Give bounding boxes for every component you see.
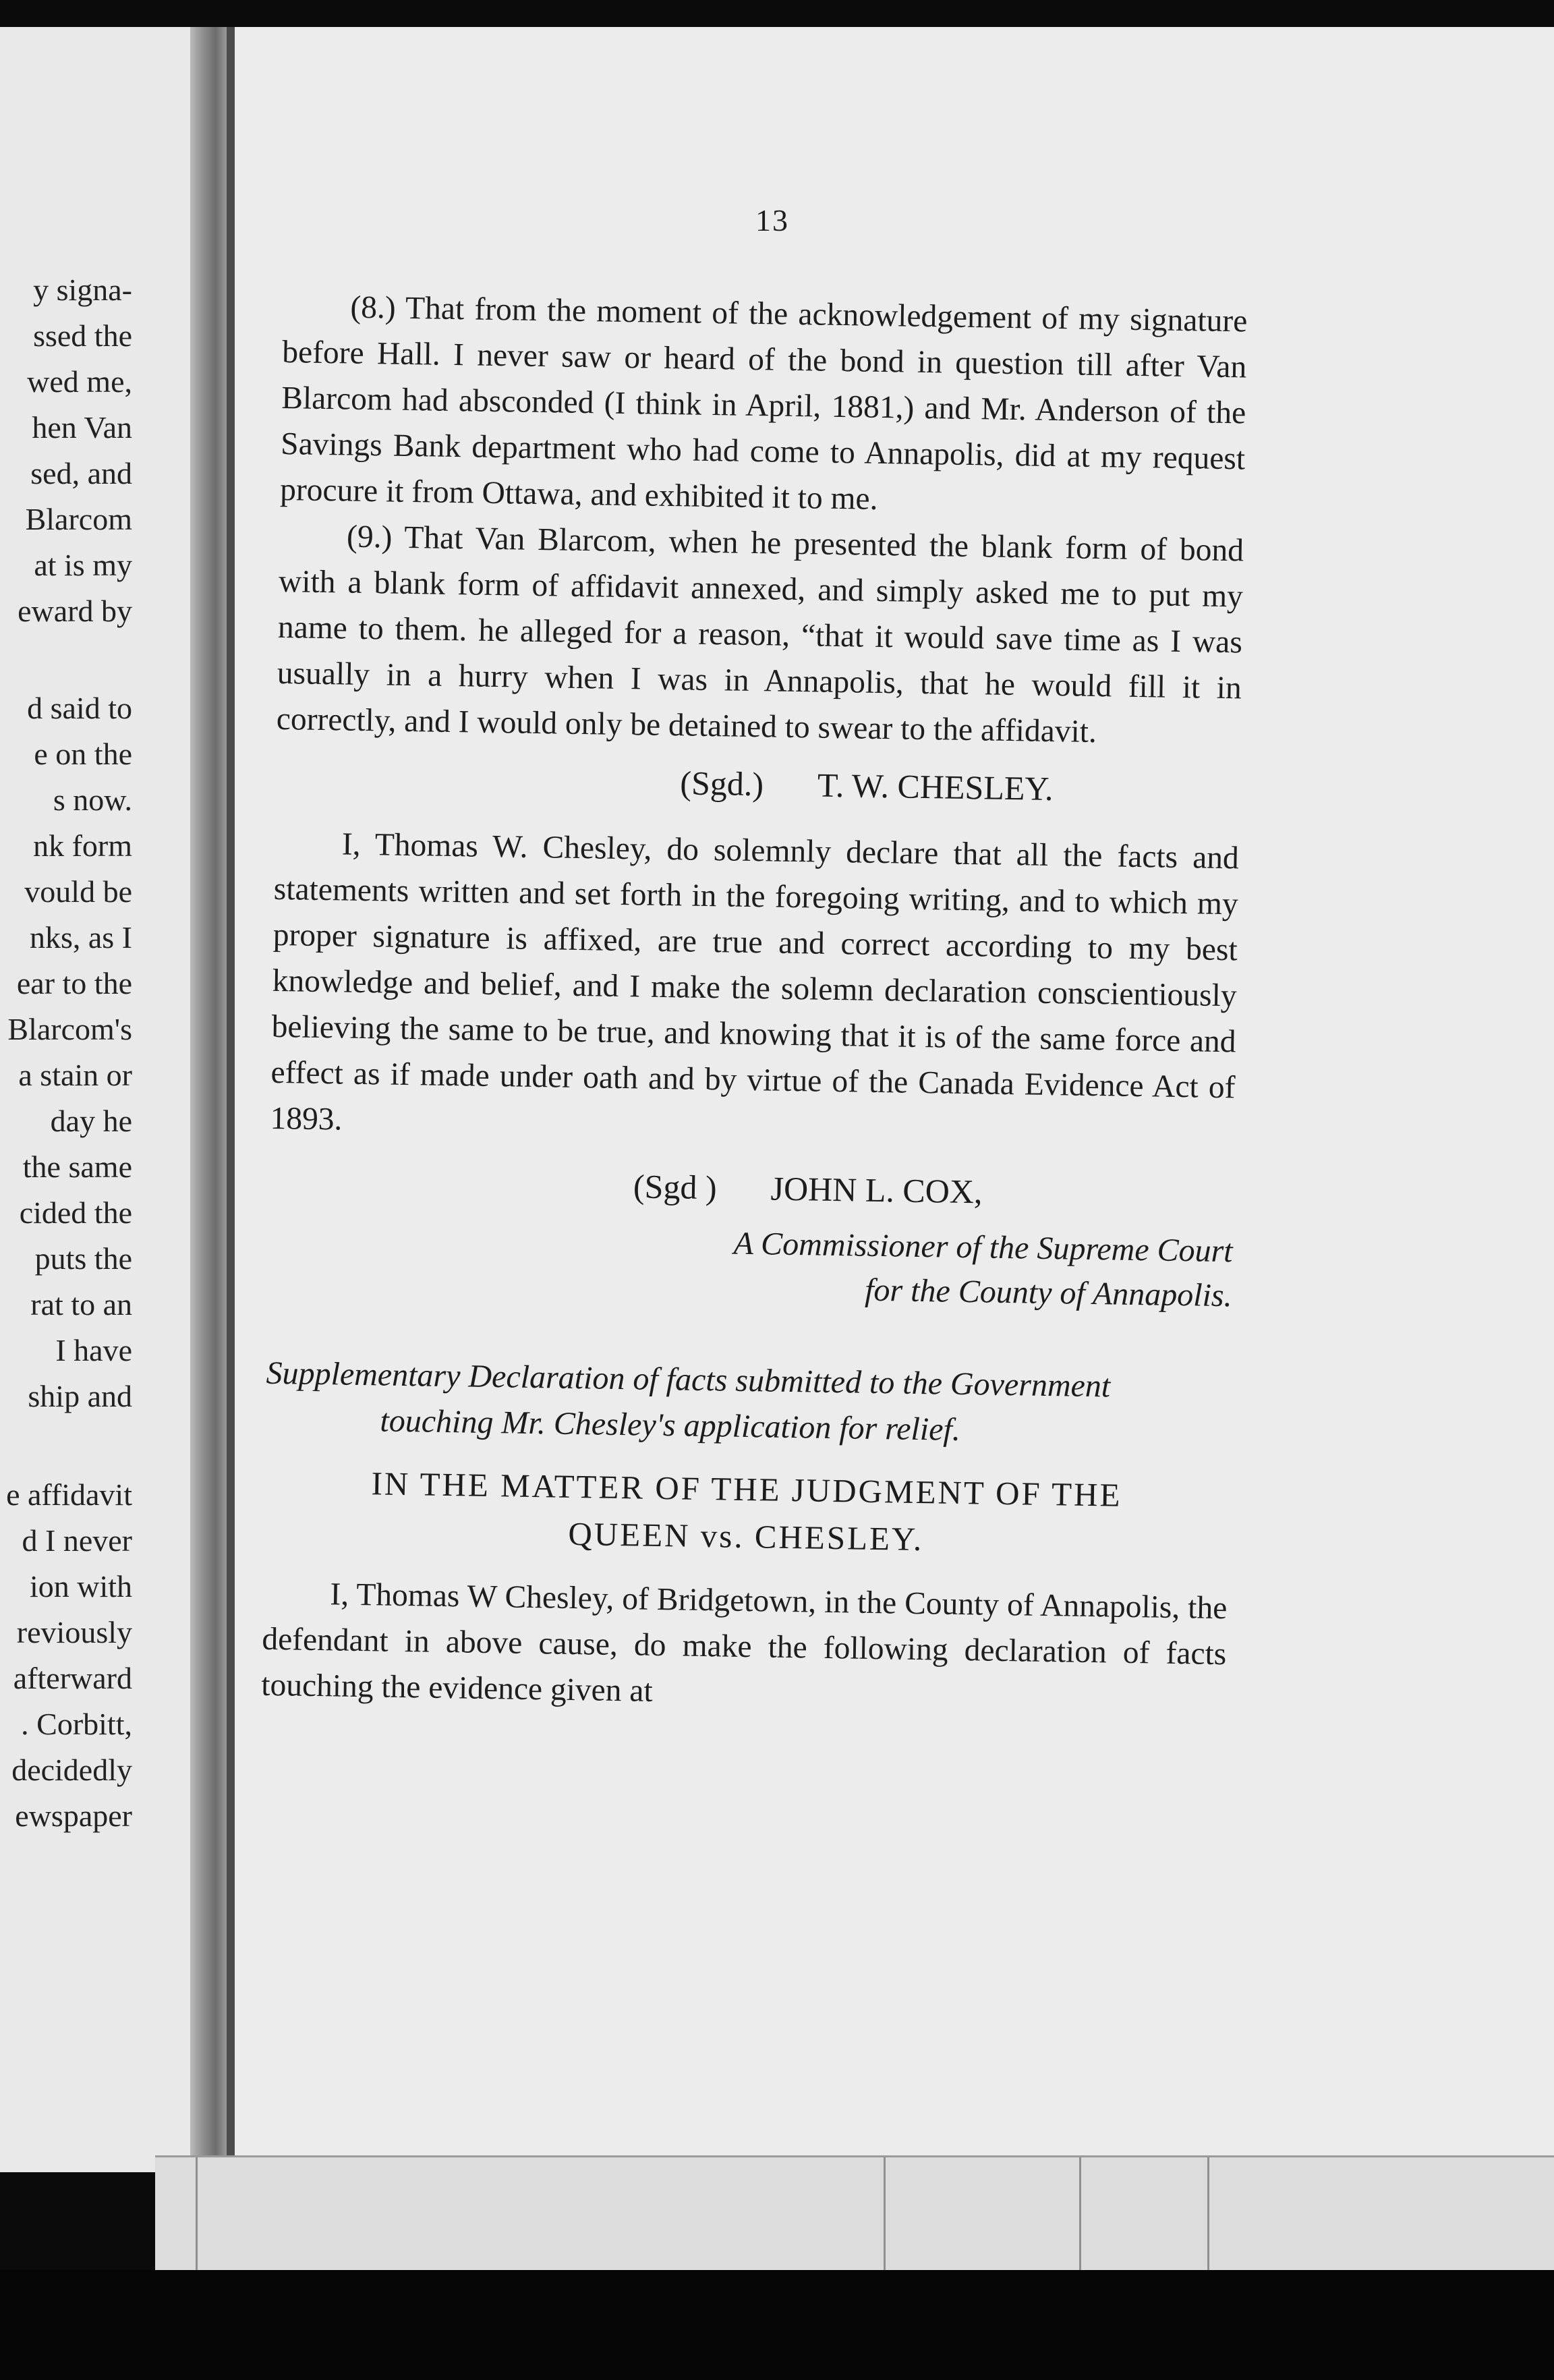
- left-page-line-fragment: . Corbitt,: [21, 1707, 132, 1741]
- left-page-line-fragment: ship and: [28, 1379, 132, 1413]
- commissioner-county: for the County of Annapolis.: [864, 1272, 1233, 1314]
- left-page-line-fragment: hen Van: [32, 410, 132, 445]
- left-page-line-fragment: at is my: [34, 548, 132, 582]
- chesley-signature: [275, 746, 1240, 822]
- chesley-sgd: (Sgd.): [680, 764, 764, 803]
- left-page-line-fragment: ssed the: [33, 318, 132, 353]
- page-number: 13: [755, 203, 789, 237]
- matter-heading-line-2: QUEEN vs. CHESLEY.: [568, 1514, 924, 1558]
- paragraph-9: [276, 513, 1244, 757]
- left-page-line-fragment: nks, as I: [29, 920, 132, 955]
- matter-heading-line-1: IN THE MATTER OF THE JUDGMENT OF THE: [371, 1465, 1122, 1514]
- left-page-line-fragment: y signa-: [33, 273, 132, 307]
- paragraph-9-text: (9.) That Van Blarcom, when he presented the blank form of bond with a blank form of affidavit annexed, and simply asked me to put my name to them. he alleged for a reason, “that it would save time as I was usually in a hurry when I was in Annapolis, that he would fill it in correctly, and I would only be detained to swear to the affidavit.: [276, 519, 1244, 750]
- cox-sgd: (Sgd ): [633, 1167, 718, 1207]
- left-page-line-fragment: sed, and: [30, 456, 132, 490]
- page-gutter-shadow: [190, 27, 227, 2172]
- paragraph-8: [280, 283, 1248, 528]
- left-page-line-fragment: nk form: [33, 828, 132, 863]
- declaration-text: I, Thomas W. Chesley, do solemnly declare that all the facts and statements written and set forth in the foregoing writing, and to which my proper signature is affixed, are true and correct according to my best knowledge and belief, and I make the solemn declaration conscientiously believing the same to be true, and knowing that it is of the same force and effect as if made under oath and by virtue of the Canada Evidence Act of 1893.: [270, 826, 1240, 1137]
- left-page-line-fragment: reviously: [16, 1615, 132, 1649]
- left-page-line-fragment: the same: [22, 1150, 132, 1184]
- left-page-line-fragment: Blarcom's: [7, 1012, 132, 1046]
- left-page-line-fragment: ion with: [29, 1569, 132, 1604]
- commissioner-title: A Commissioner of the Supreme Court: [733, 1225, 1234, 1270]
- left-page-line-fragment: afterward: [13, 1661, 132, 1695]
- left-page-line-fragment: day he: [50, 1104, 132, 1138]
- left-page-line-fragment: vould be: [24, 874, 132, 909]
- left-page-line-fragment: e on the: [34, 737, 132, 771]
- left-page-line-fragment: eward by: [18, 594, 132, 628]
- left-page-line-fragment: cided the: [19, 1195, 132, 1230]
- left-page-line-fragment: I have: [55, 1333, 132, 1367]
- left-page-line-fragment: a stain or: [18, 1058, 132, 1092]
- left-page-line-fragment: d I never: [22, 1523, 132, 1558]
- left-page-line-fragment: puts the: [34, 1241, 132, 1276]
- left-page-line-fragment: e affidavit: [6, 1477, 132, 1512]
- matter-heading: [263, 1458, 1229, 1568]
- page-edge: [227, 27, 235, 2165]
- left-page-line-fragment: rat to an: [30, 1287, 132, 1322]
- declaration-paragraph: [270, 820, 1239, 1156]
- margin-rule: [196, 2157, 198, 2272]
- left-page-line-fragment: ewspaper: [15, 1798, 132, 1833]
- supplementary-declaration-title: Supplementary Declaration of facts submitted to the Government touching Mr. Chesley's application for relief.: [266, 1355, 1111, 1448]
- scan-border-bottom: [0, 2270, 1554, 2380]
- left-page-line-fragment: ear to the: [16, 966, 132, 1000]
- left-page-line-fragment: d said to: [27, 691, 132, 725]
- margin-rule: [884, 2157, 886, 2272]
- paragraph-8-text: (8.) That from the moment of the acknowledgement of my signature before Hall. I never saw or heard of the bond in question till after Van Blarcom had absconded (I think in April, 1881,) and Mr. Anderson of the Savings Bank department who had come to Annapolis, did at my request procure it from Ottawa, and exhibited it to me.: [279, 289, 1248, 517]
- left-page-line-fragment: s now.: [53, 783, 132, 817]
- left-page-line-fragment: Blarcom: [25, 502, 132, 536]
- margin-rule: [1207, 2157, 1209, 2272]
- left-page-line-fragment: wed me,: [27, 364, 132, 399]
- page-body: [261, 283, 1248, 1723]
- cox-signature: [268, 1154, 1234, 1222]
- final-paragraph-text: I, Thomas W Chesley, of Bridgetown, in the County of Annapolis, the defendant in above cause, do make the following declaration of facts touching the evidence given at: [260, 1577, 1228, 1709]
- final-paragraph: [261, 1570, 1228, 1723]
- margin-rule: [1079, 2157, 1081, 2272]
- left-page-line-fragment: decidedly: [11, 1753, 132, 1787]
- cox-name: JOHN L. COX,: [770, 1169, 983, 1211]
- chesley-name: T. W. CHESLEY.: [817, 766, 1054, 808]
- previous-page-strip: [0, 27, 196, 2172]
- page-bottom-margin: [155, 2155, 1554, 2272]
